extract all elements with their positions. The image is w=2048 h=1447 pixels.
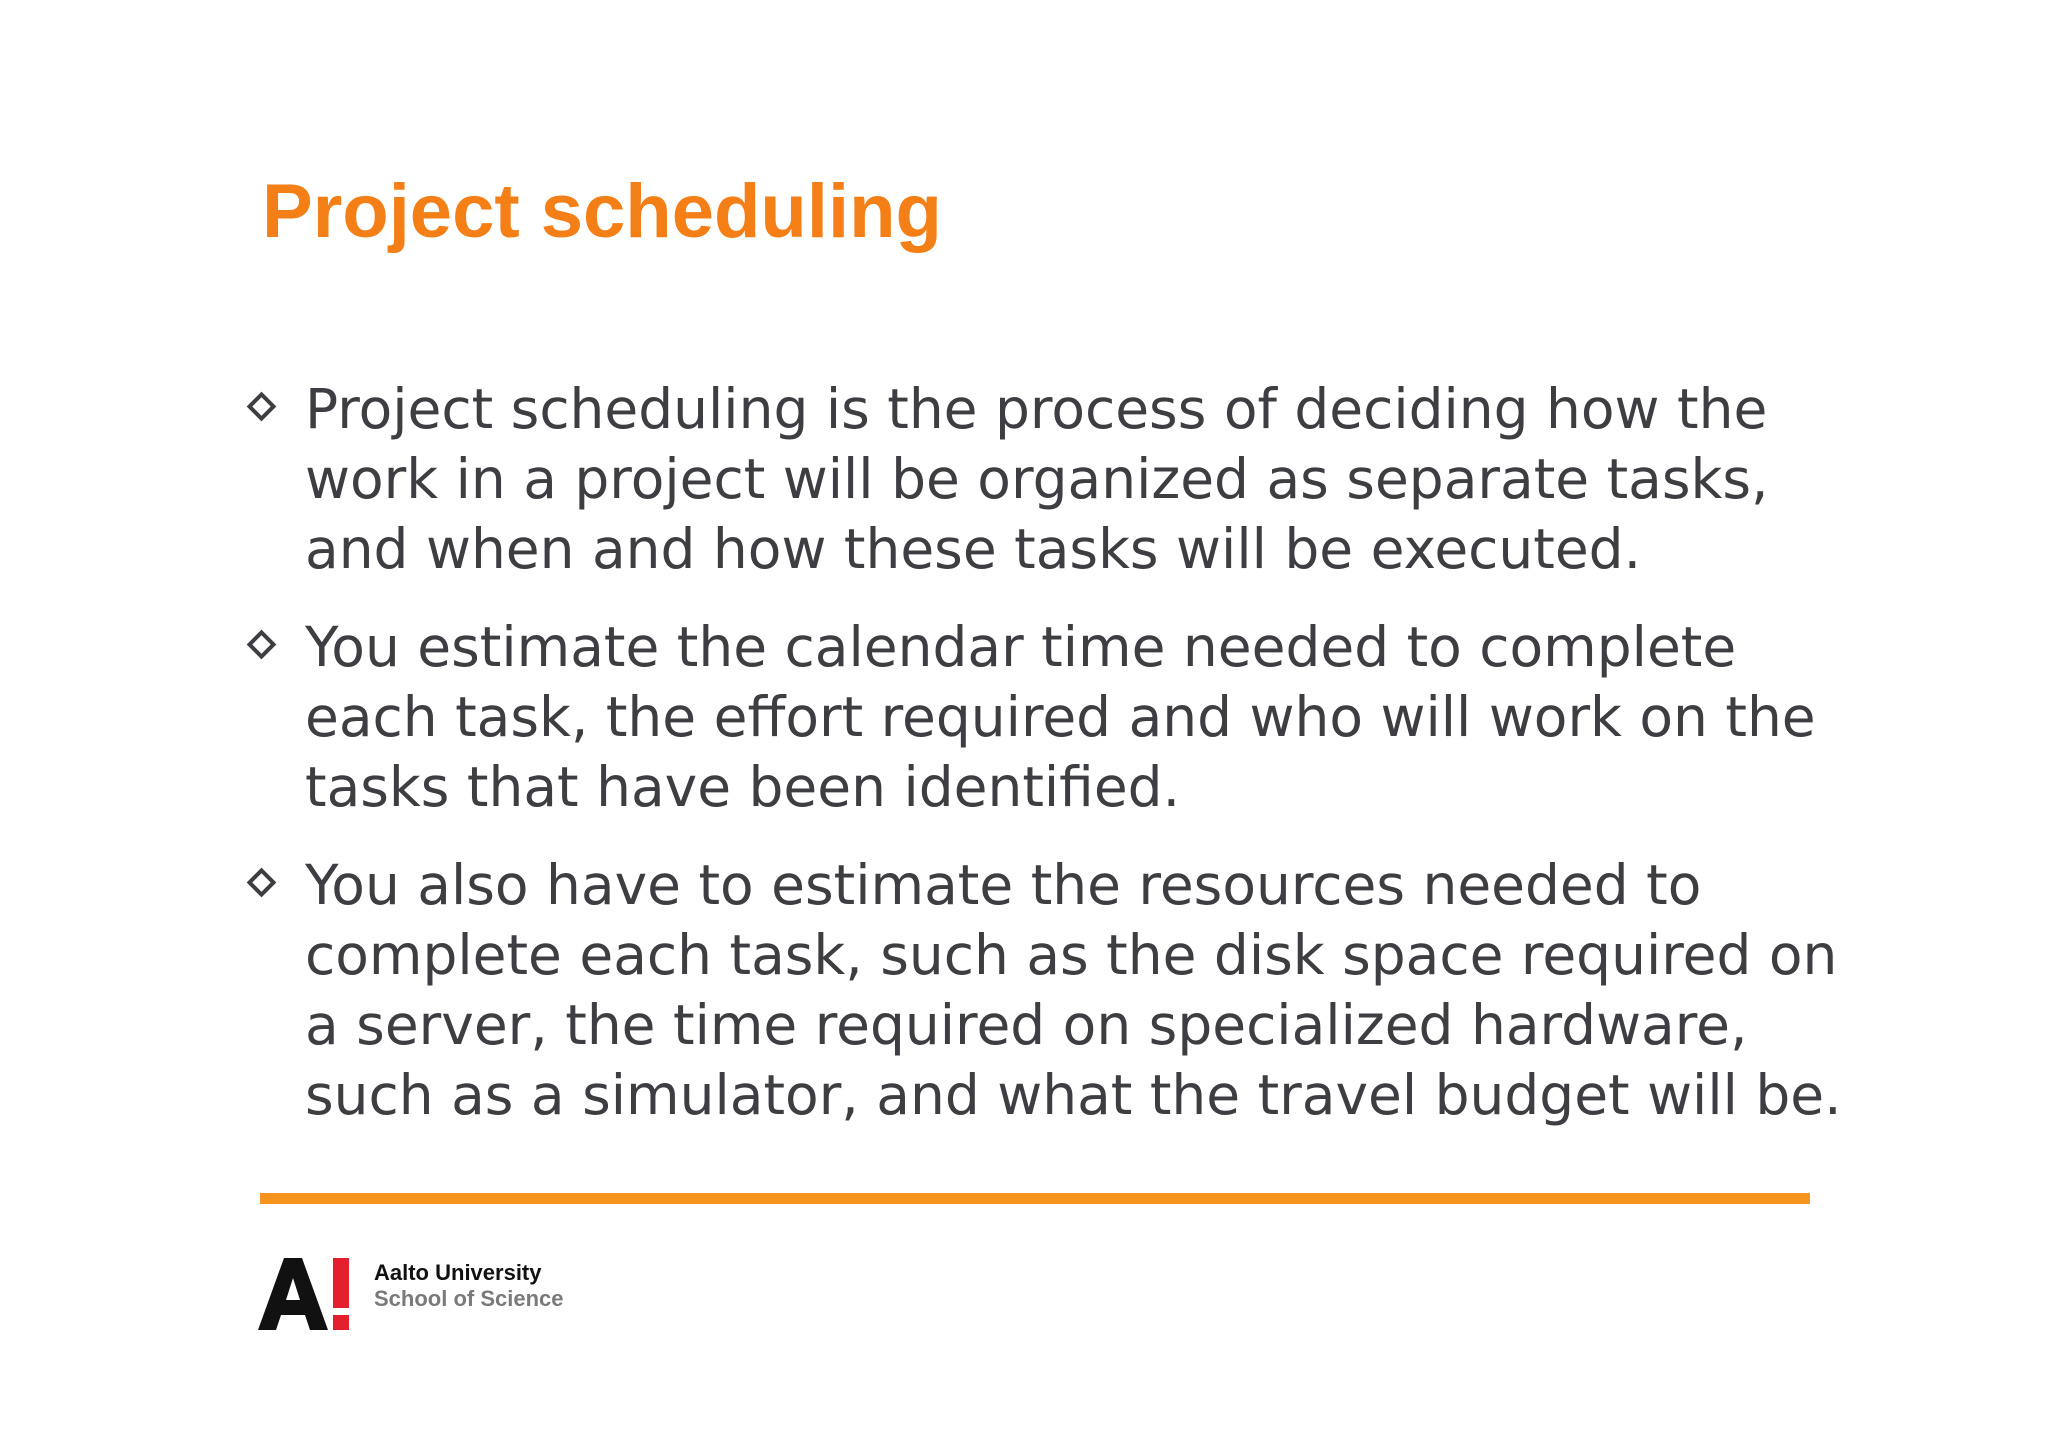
bullet-text: You also have to estimate the resources needed to complete each task, such as the disk space required on a server, the time required on specialized hardware, such as a simulator, and what the travel budget will be. — [305, 853, 1842, 1127]
bullet-item — [245, 612, 1865, 822]
bullet-item — [245, 850, 1865, 1130]
school-name: School of Science — [374, 1286, 564, 1311]
organization-block — [374, 1260, 564, 1312]
slide-title: Project scheduling — [262, 169, 942, 254]
aalto-logo-icon — [258, 1258, 353, 1330]
bullet-text: You estimate the calendar time needed to complete each task, the effort required and who will work on the tasks that have been identified. — [305, 615, 1816, 819]
diamond-outline-icon — [247, 630, 277, 660]
footer-divider — [260, 1193, 1810, 1204]
bullet-text: Project scheduling is the process of deciding how the work in a project will be organized as separate tasks, and when and how these tasks will be executed. — [305, 377, 1769, 581]
diamond-outline-icon — [247, 392, 277, 422]
organization-name: Aalto University — [374, 1260, 542, 1285]
bullet-item — [245, 374, 1865, 584]
diamond-outline-icon — [247, 868, 277, 898]
bullet-list — [245, 374, 1865, 1158]
